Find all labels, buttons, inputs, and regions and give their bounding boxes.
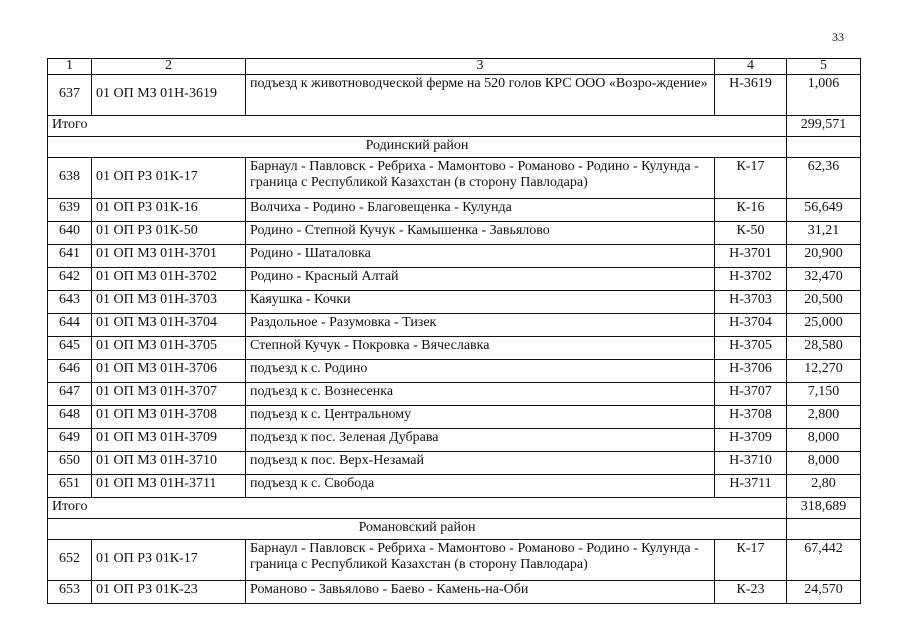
header-cell: 3 xyxy=(246,59,715,75)
road-name: Барнаул - Павловск - Ребриха - Мамонтово - Романово - Родино - Кулунда - граница с Республикой Казахстан (в сторону Павлодара) xyxy=(246,158,715,199)
road-name: подъезд к пос. Зеленая Дубрава xyxy=(246,429,715,452)
row-number: 649 xyxy=(48,429,92,452)
road-id: 01 ОП МЗ 01Н-3711 xyxy=(92,475,246,498)
total-row xyxy=(48,116,861,137)
district-header-row xyxy=(48,137,861,158)
road-code: Н-3708 xyxy=(715,406,787,429)
table-row xyxy=(48,360,861,383)
road-length: 20,500 xyxy=(787,291,861,314)
road-id: 01 ОП МЗ 01Н-3710 xyxy=(92,452,246,475)
road-length: 67,442 xyxy=(787,540,861,581)
total-value: 299,571 xyxy=(787,116,861,137)
road-length: 1,006 xyxy=(787,75,861,116)
road-id: 01 ОП МЗ 01Н-3708 xyxy=(92,406,246,429)
road-id: 01 ОП МЗ 01Н-3703 xyxy=(92,291,246,314)
road-length: 32,470 xyxy=(787,268,861,291)
road-code: Н-3619 xyxy=(715,75,787,116)
road-code: Н-3705 xyxy=(715,337,787,360)
road-length: 20,900 xyxy=(787,245,861,268)
page-number: 33 xyxy=(832,30,844,44)
table-row xyxy=(48,429,861,452)
table-row xyxy=(48,540,861,581)
road-length: 62,36 xyxy=(787,158,861,199)
row-number: 645 xyxy=(48,337,92,360)
road-id: 01 ОП РЗ 01К-17 xyxy=(92,540,246,581)
road-name: Родино - Шаталовка xyxy=(246,245,715,268)
row-number: 651 xyxy=(48,475,92,498)
table-row xyxy=(48,222,861,245)
total-row xyxy=(48,498,861,519)
road-length: 7,150 xyxy=(787,383,861,406)
row-number: 652 xyxy=(48,540,92,581)
road-code: К-17 xyxy=(715,158,787,199)
header-cell: 4 xyxy=(715,59,787,75)
row-number: 641 xyxy=(48,245,92,268)
table-row xyxy=(48,75,861,116)
road-id: 01 ОП МЗ 01Н-3705 xyxy=(92,337,246,360)
road-name: Степной Кучук - Покровка - Вячеславка xyxy=(246,337,715,360)
road-length: 25,000 xyxy=(787,314,861,337)
header-cell: 5 xyxy=(787,59,861,75)
table-row xyxy=(48,199,861,222)
road-length: 2,80 xyxy=(787,475,861,498)
district-name: Родинский район xyxy=(48,137,787,158)
row-number: 637 xyxy=(48,75,92,116)
road-name: подъезд к животноводческой ферме на 520 голов КРС ООО «Возро-ждение» xyxy=(246,75,715,116)
road-code: Н-3711 xyxy=(715,475,787,498)
road-code: Н-3709 xyxy=(715,429,787,452)
table-row xyxy=(48,383,861,406)
table-row xyxy=(48,337,861,360)
road-name: Барнаул - Павловск - Ребриха - Мамонтово - Романово - Родино - Кулунда - граница с Республикой Казахстан (в сторону Павлодара) xyxy=(246,540,715,581)
road-name: подъезд к с. Свобода xyxy=(246,475,715,498)
road-length: 28,580 xyxy=(787,337,861,360)
row-number: 648 xyxy=(48,406,92,429)
road-name: Романово - Завьялово - Баево - Камень-на-Оби xyxy=(246,581,715,604)
header-cell: 1 xyxy=(48,59,92,75)
road-id: 01 ОП РЗ 01К-16 xyxy=(92,199,246,222)
table-row xyxy=(48,314,861,337)
road-code: Н-3707 xyxy=(715,383,787,406)
table-row xyxy=(48,158,861,199)
total-label: Итого xyxy=(48,116,787,137)
road-code: Н-3702 xyxy=(715,268,787,291)
row-number: 650 xyxy=(48,452,92,475)
road-name: Каяушка - Кочки xyxy=(246,291,715,314)
table-row xyxy=(48,406,861,429)
total-value: 318,689 xyxy=(787,498,861,519)
road-id: 01 ОП МЗ 01Н-3619 xyxy=(92,75,246,116)
road-name: подъезд к с. Центральному xyxy=(246,406,715,429)
roads-register-table xyxy=(47,58,861,604)
road-name: Родино - Степной Кучук - Камышенка - Завьялово xyxy=(246,222,715,245)
road-name: Раздольное - Разумовка - Тизек xyxy=(246,314,715,337)
road-id: 01 ОП МЗ 01Н-3701 xyxy=(92,245,246,268)
district-header-row xyxy=(48,519,861,540)
district-empty-cell xyxy=(787,519,861,540)
road-code: Н-3710 xyxy=(715,452,787,475)
table-row xyxy=(48,245,861,268)
road-name: подъезд к пос. Верх-Незамай xyxy=(246,452,715,475)
table-row xyxy=(48,268,861,291)
row-number: 639 xyxy=(48,199,92,222)
road-id: 01 ОП МЗ 01Н-3702 xyxy=(92,268,246,291)
table-row xyxy=(48,452,861,475)
table-row xyxy=(48,291,861,314)
road-id: 01 ОП МЗ 01Н-3706 xyxy=(92,360,246,383)
row-number: 643 xyxy=(48,291,92,314)
table-row xyxy=(48,581,861,604)
row-number: 653 xyxy=(48,581,92,604)
road-code: К-17 xyxy=(715,540,787,581)
road-length: 24,570 xyxy=(787,581,861,604)
header-cell: 2 xyxy=(92,59,246,75)
road-code: К-50 xyxy=(715,222,787,245)
road-code: Н-3706 xyxy=(715,360,787,383)
road-id: 01 ОП МЗ 01Н-3707 xyxy=(92,383,246,406)
road-code: Н-3701 xyxy=(715,245,787,268)
road-code: К-16 xyxy=(715,199,787,222)
road-id: 01 ОП РЗ 01К-50 xyxy=(92,222,246,245)
header-row xyxy=(48,59,861,75)
road-length: 8,000 xyxy=(787,452,861,475)
row-number: 644 xyxy=(48,314,92,337)
road-name: подъезд к с. Родино xyxy=(246,360,715,383)
district-name: Романовский район xyxy=(48,519,787,540)
road-length: 8,000 xyxy=(787,429,861,452)
road-id: 01 ОП РЗ 01К-23 xyxy=(92,581,246,604)
row-number: 646 xyxy=(48,360,92,383)
road-length: 31,21 xyxy=(787,222,861,245)
road-code: Н-3704 xyxy=(715,314,787,337)
road-id: 01 ОП РЗ 01К-17 xyxy=(92,158,246,199)
road-id: 01 ОП МЗ 01Н-3709 xyxy=(92,429,246,452)
road-name: подъезд к с. Вознесенка xyxy=(246,383,715,406)
road-id: 01 ОП МЗ 01Н-3704 xyxy=(92,314,246,337)
total-label: Итого xyxy=(48,498,787,519)
row-number: 640 xyxy=(48,222,92,245)
road-length: 56,649 xyxy=(787,199,861,222)
road-code: К-23 xyxy=(715,581,787,604)
table-row xyxy=(48,475,861,498)
road-length: 12,270 xyxy=(787,360,861,383)
row-number: 638 xyxy=(48,158,92,199)
district-empty-cell xyxy=(787,137,861,158)
row-number: 647 xyxy=(48,383,92,406)
road-name: Родино - Красный Алтай xyxy=(246,268,715,291)
road-name: Волчиха - Родино - Благовещенка - Кулунда xyxy=(246,199,715,222)
road-code: Н-3703 xyxy=(715,291,787,314)
road-length: 2,800 xyxy=(787,406,861,429)
row-number: 642 xyxy=(48,268,92,291)
